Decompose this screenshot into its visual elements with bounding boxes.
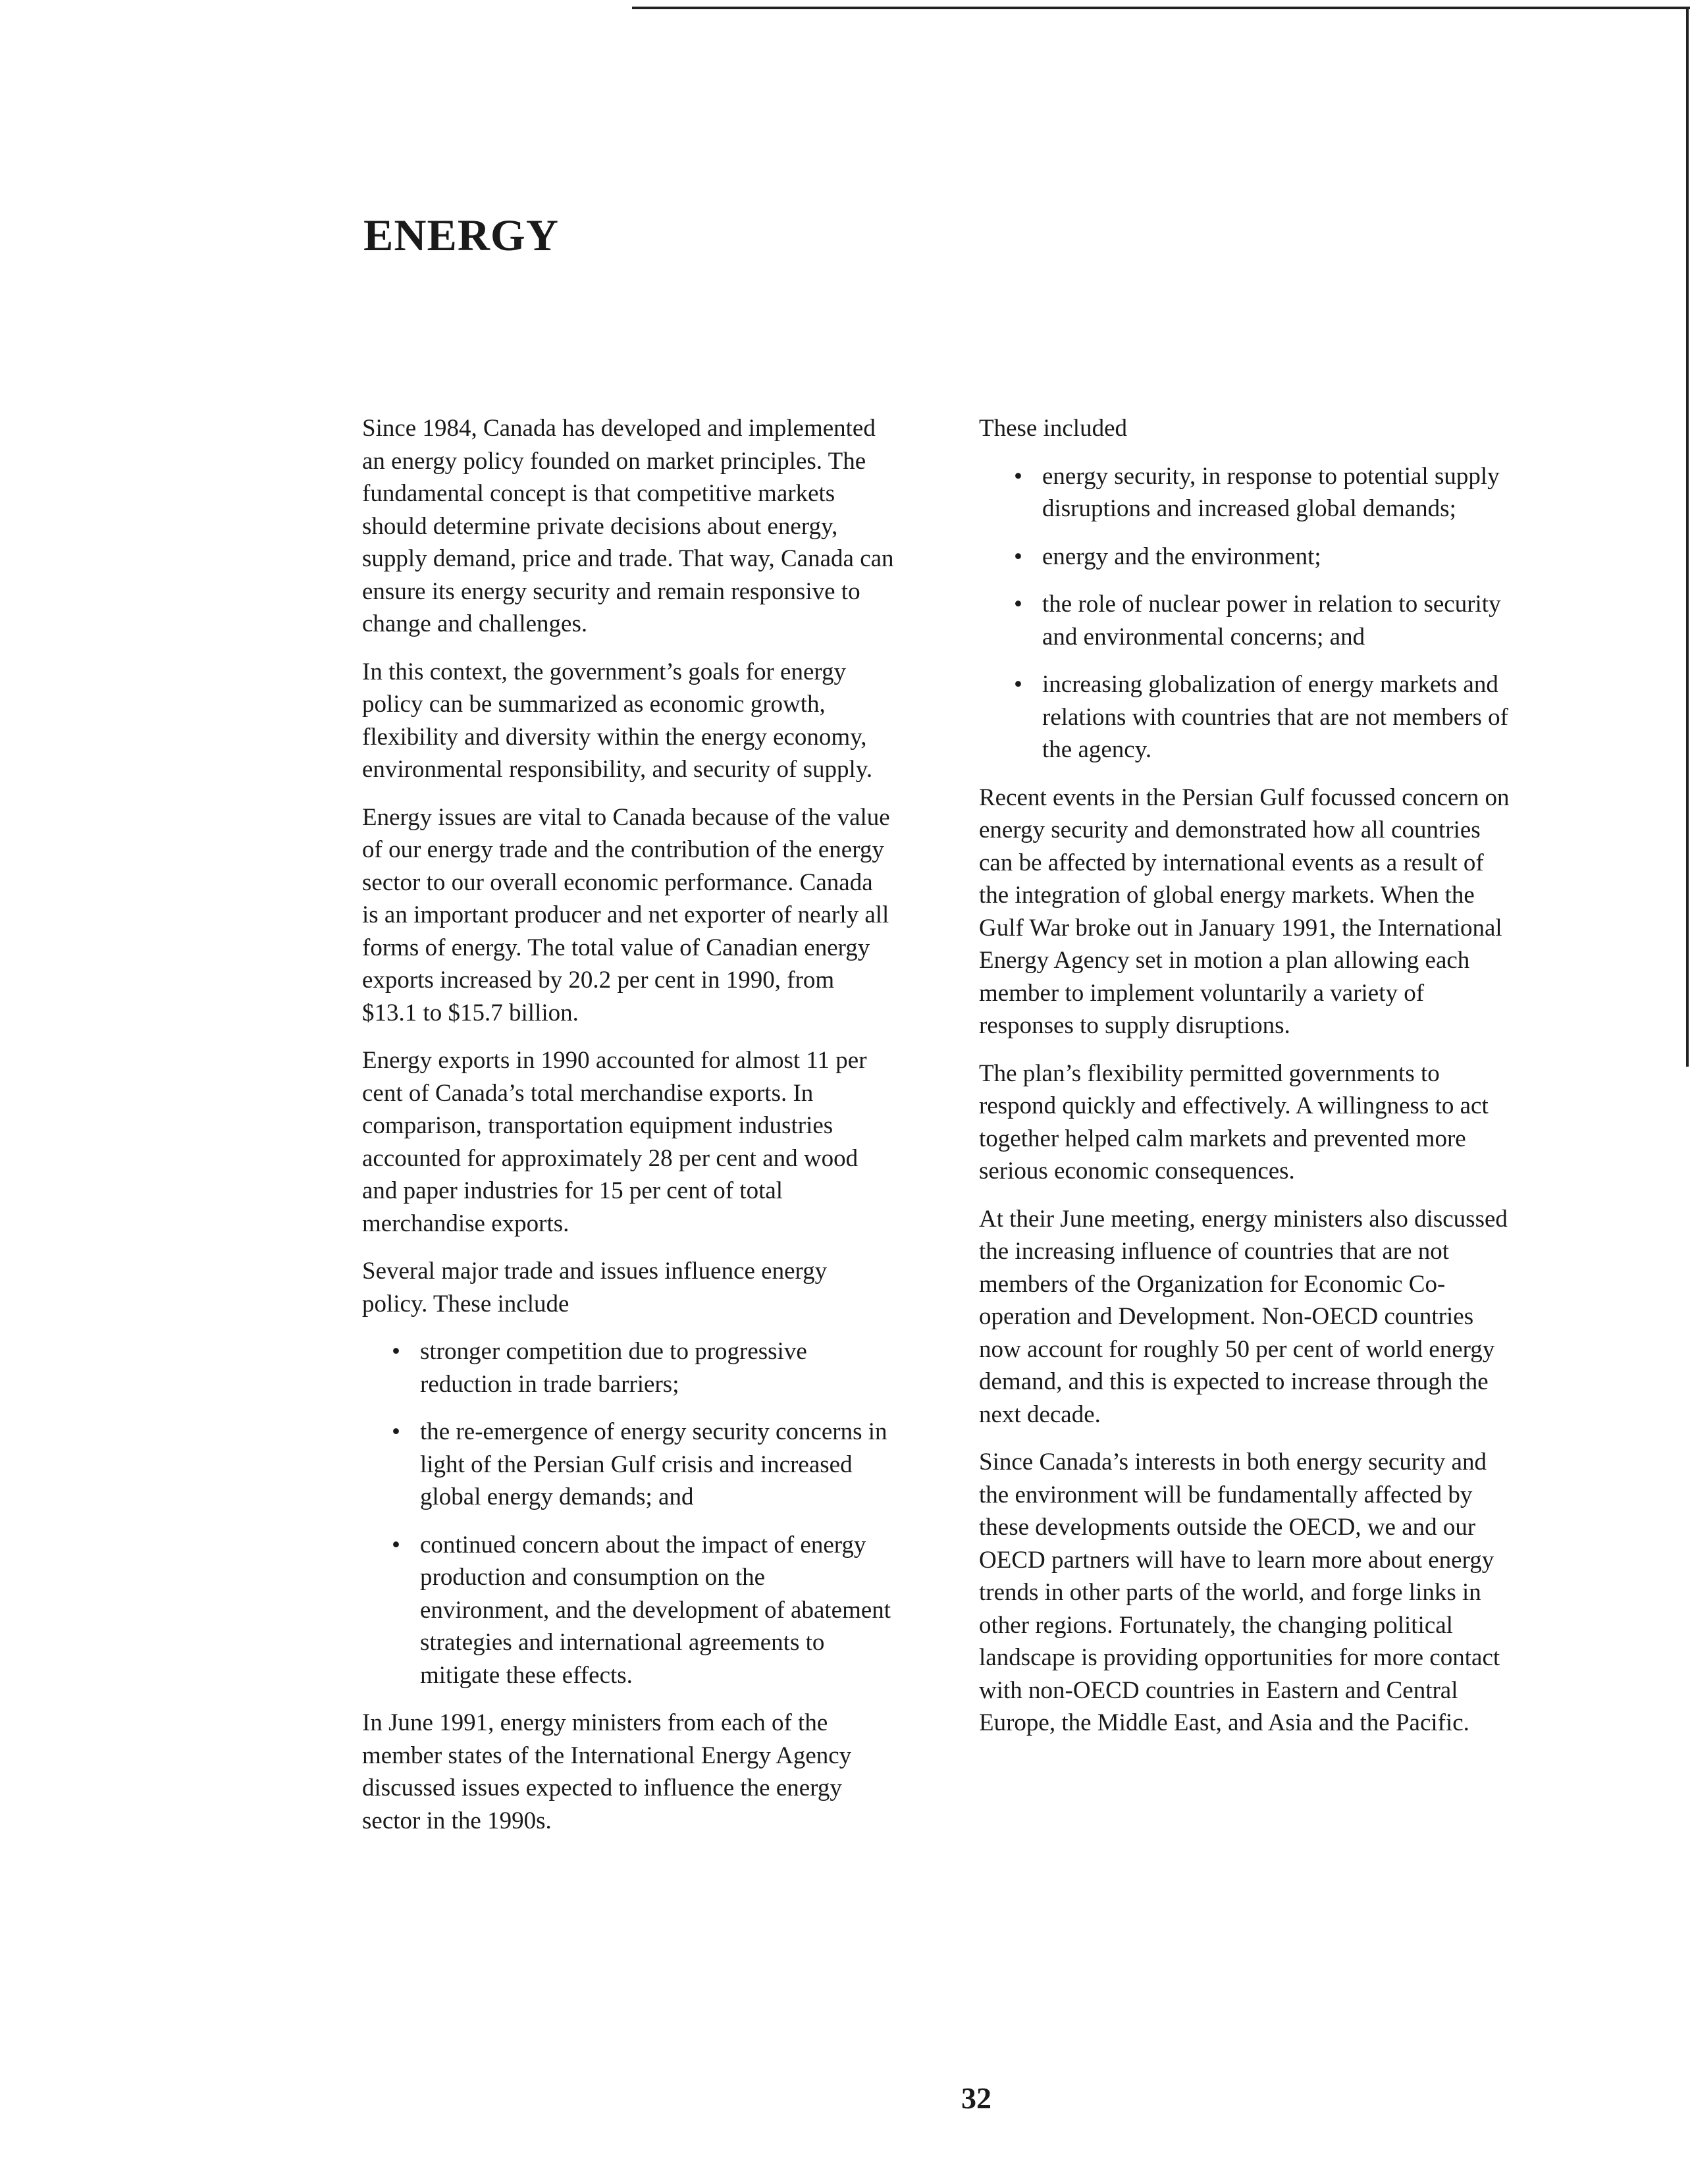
list-item-text: the role of nuclear power in relation to security and environmental concerns; and — [1042, 591, 1501, 651]
bullet-icon: • — [1014, 462, 1022, 490]
list-item-text: the re-emergence of energy security concerns in light of the Persian Gulf crisis and increased global energy demands; and — [420, 1418, 887, 1510]
paragraph: Energy issues are vital to Canada because of the value of our energy trade and the contribution of the energy sector to our overall economic performance. Canada is an important producer and net exporter of nearly all forms of energy. The total value of Canadian energy exports increased by 20.2 per cent in 1990, from $13.1 to $15.7 billion. — [362, 803, 890, 1026]
list-item — [1014, 588, 1511, 653]
top-border-rule — [632, 7, 1690, 9]
list-item-text: stronger competition due to progressive reduction in trade barriers; — [420, 1338, 807, 1398]
list-item-text: continued concern about the impact of energy production and consumption on the environment, and the development of abatement strategies and international agreements to mitigate these effects. — [420, 1531, 891, 1689]
paragraph: These included — [979, 415, 1127, 442]
paragraph: In June 1991, energy ministers from each of the member states of the International Energy Agency discussed issues expected to influence the energy sector in the 1990s. — [362, 1709, 852, 1834]
paragraph: Energy exports in 1990 accounted for almost 11 per cent of Canada’s total merchandise exports. In comparison, transportation equipment industries accounted for approximately 28 per cent and wood and paper industries for 15 per cent of total merchandise exports. — [362, 1047, 867, 1237]
list-item-text: energy and the environment; — [1042, 543, 1321, 570]
list-item — [392, 1529, 894, 1692]
paragraph: At their June meeting, energy ministers also discussed the increasing influence of countries that are not members of the Organization for Economic Co-operation and Development. Non-OECD countries now account for roughly 50 per cent of world energy demand, and this is expected to increase through the next decade. — [979, 1205, 1508, 1428]
bullet-list — [392, 1335, 894, 1691]
bullet-icon: • — [1014, 591, 1022, 618]
left-column — [362, 412, 894, 1852]
page-title: ENERGY — [363, 210, 559, 260]
paragraph: The plan’s flexibility permitted governments to respond quickly and effectively. A willingness to act together helped calm markets and prevented more serious economic consequences. — [979, 1059, 1489, 1185]
list-item-text: energy security, in response to potential supply disruptions and increased global demands; — [1042, 462, 1500, 522]
bullet-icon: • — [1014, 543, 1022, 570]
list-item — [1014, 460, 1511, 525]
bullet-list — [1014, 460, 1511, 766]
bullet-icon: • — [392, 1531, 400, 1558]
paragraph: In this context, the government’s goals for energy policy can be summarized as economic growth, flexibility and diversity within the energy economy, environmental responsibility, and security of supply. — [362, 658, 873, 783]
paragraph: Since 1984, Canada has developed and implemented an energy policy founded on market principles. The fundamental concept is that competitive markets should determine private decisions about energy, supply demand, price and trade. That way, Canada can ensure its energy security and remain responsive to change and challenges. — [362, 415, 894, 637]
list-item — [1014, 541, 1511, 573]
bullet-icon: • — [392, 1418, 400, 1445]
list-item-text: increasing globalization of energy markets and relations with countries that are not members of the agency. — [1042, 671, 1508, 763]
paragraph: Since Canada’s interests in both energy security and the environment will be fundamentally affected by these developments outside the OECD, we and our OECD partners will have to learn more about energy trends in other parts of the world, and forge links in other regions. Fortunately, the changing political landscape is providing opportunities for more contact with non-OECD countries in Eastern and Central Europe, the Middle East, and Asia and the Pacific. — [979, 1449, 1500, 1736]
paragraph: Several major trade and issues influence energy policy. These include — [362, 1258, 828, 1318]
right-column — [979, 412, 1511, 1755]
list-item — [1014, 668, 1511, 766]
page-number: 32 — [961, 2081, 991, 2115]
list-item — [392, 1416, 894, 1514]
bullet-icon: • — [1014, 671, 1022, 698]
right-border-rule — [1686, 7, 1689, 1067]
list-item — [392, 1335, 894, 1400]
bullet-icon: • — [392, 1338, 400, 1365]
paragraph: Recent events in the Persian Gulf focussed concern on energy security and demonstrated how all countries can be affected by international events as a result of the integration of global energy markets. When the Gulf War broke out in January 1991, the International Energy Agency set in motion a plan allowing each member to implement voluntarily a variety of responses to supply disruptions. — [979, 784, 1510, 1039]
